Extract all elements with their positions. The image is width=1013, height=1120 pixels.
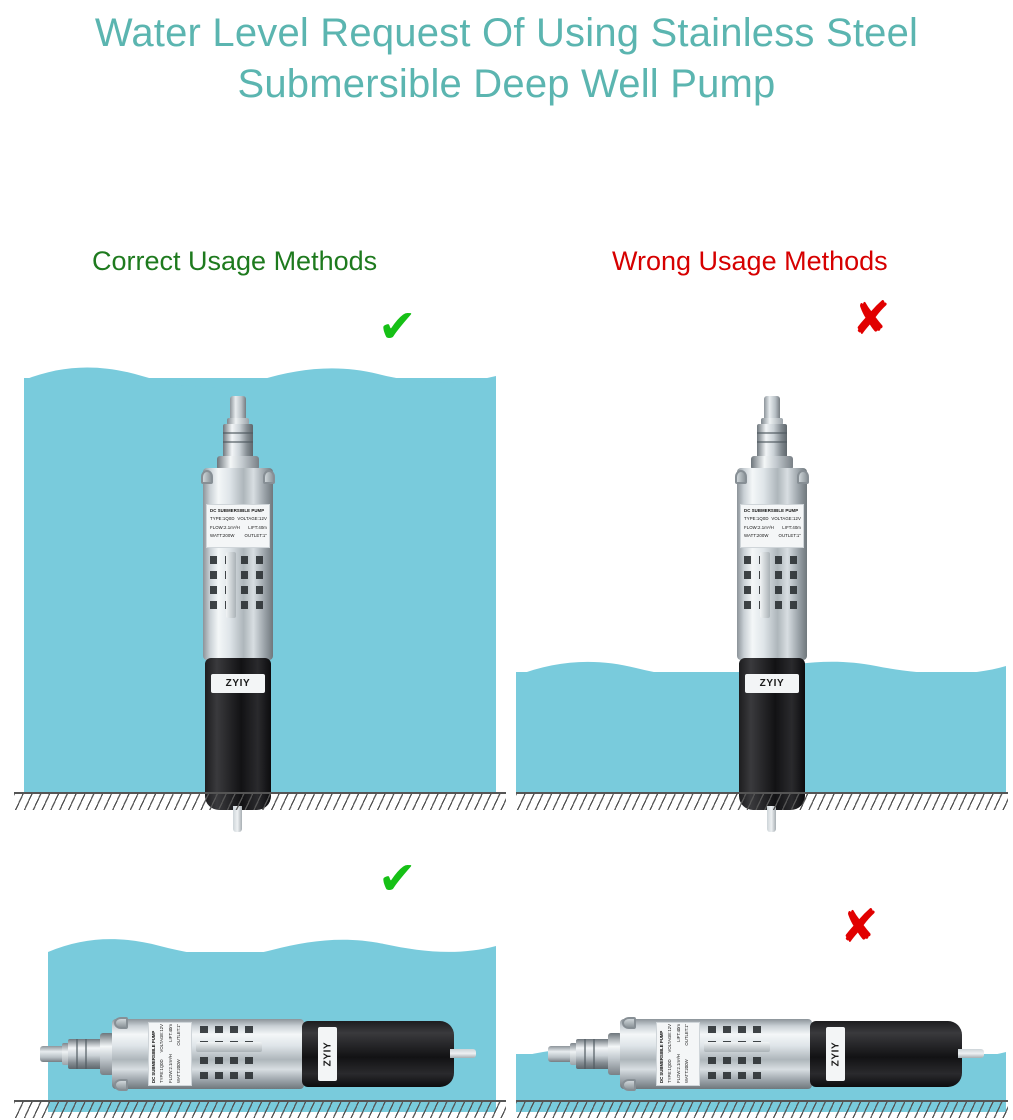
pump-spec-lift: LIFT:40m <box>167 1024 173 1042</box>
pump-spec-watt: WATT:200W <box>176 1059 182 1083</box>
pump-shaft-highlight <box>196 1042 262 1052</box>
pump-brand-label: ZYIY <box>826 1027 845 1081</box>
pump-ear-left <box>735 470 747 484</box>
pump-lifting-ears <box>199 470 277 486</box>
cross-icon-top-right: ✘ <box>852 291 891 345</box>
pump-ear-right <box>797 470 809 484</box>
pump-spec-title: DC SUBMERSIBLE PUMP <box>659 1030 664 1083</box>
pump-spec-title: DC SUBMERSIBLE PUMP <box>151 1030 156 1083</box>
pump-ear-right <box>622 1079 636 1091</box>
pump-spec-outlet: OUTLET:1" <box>778 533 801 539</box>
pump-spec-lift: LIFT:40m <box>675 1024 681 1042</box>
water-surface-bottom-left <box>48 932 496 966</box>
pump-spec-flow: FLOW:2.1m³/H <box>167 1054 173 1083</box>
pump-lifting-ears <box>733 470 811 486</box>
pump-ear-left <box>622 1017 636 1029</box>
water-surface-top-left <box>24 362 496 394</box>
pump-spec-flow: FLOW:2.1m³/H <box>744 524 775 530</box>
pump-neck <box>68 1039 102 1069</box>
pump-spec-type: TYPE:1Q0D <box>667 1059 673 1083</box>
pump-spec-title: DC SUBMERSIBLE PUMP <box>744 508 799 513</box>
page-title-line-1: Water Level Request Of Using Stainless Steel <box>94 11 919 55</box>
pump-intake-slots <box>708 1024 766 1084</box>
pump-brand-label: ZYIY <box>211 674 265 693</box>
pump-spec-voltage: VOLTAGE:12V <box>667 1024 673 1053</box>
correct-usage-heading: Correct Usage Methods <box>92 246 378 276</box>
pump-spec-flow: FLOW:2.1m³/H <box>675 1054 681 1083</box>
pump-spec-voltage: VOLTAGE:12V <box>771 516 801 522</box>
pump-neck <box>576 1039 610 1069</box>
wrong-usage-heading: Wrong Usage Methods <box>612 246 888 276</box>
pump-spec-label <box>740 504 804 548</box>
pump-spec-label <box>656 1022 700 1086</box>
pump-neck <box>757 424 787 458</box>
pump-ear-left <box>114 1017 128 1029</box>
pump-spec-voltage: VOLTAGE:12V <box>237 516 267 522</box>
pump-spec-outlet: OUTLET:1" <box>244 533 267 539</box>
ground-line-bottom-left <box>14 1100 506 1118</box>
pump-spec-outlet: OUTLET:1" <box>684 1024 690 1046</box>
pump-intake-slots <box>742 556 802 614</box>
pump-spec-label <box>206 504 270 548</box>
pump-spec-outlet: OUTLET:1" <box>176 1024 182 1046</box>
pump-shaft-highlight <box>226 552 236 618</box>
pump-bottom-tip <box>450 1049 476 1058</box>
page-title <box>0 8 1013 110</box>
pump-intake-slots <box>200 1024 258 1084</box>
ground-line-top-left <box>14 792 506 810</box>
pump-brand-label: ZYIY <box>318 1027 337 1081</box>
pump-spec-lift: LIFT:40m <box>248 524 267 530</box>
check-icon-bottom-left: ✔ <box>378 851 417 905</box>
pump-spec-voltage: VOLTAGE:12V <box>159 1024 165 1053</box>
pump-spec-watt: WATT:200W <box>684 1059 690 1083</box>
pump-spec-title: DC SUBMERSIBLE PUMP <box>210 508 265 513</box>
pump-neck <box>223 424 253 458</box>
pump-bottom-tip <box>958 1049 984 1058</box>
pump-shaft-highlight <box>704 1042 770 1052</box>
pump-ear-left <box>201 470 213 484</box>
ground-line-bottom-right <box>516 1100 1008 1118</box>
pump-ear-right <box>263 470 275 484</box>
cross-icon-bottom-right: ✘ <box>840 899 879 953</box>
pump-spec-flow: FLOW:2.1m³/H <box>210 524 241 530</box>
pump-spec-type: TYPE:1Q0D <box>210 516 235 522</box>
pump-spec-type: TYPE:1Q0D <box>744 516 769 522</box>
pump-spec-watt: WATT:200W <box>744 533 769 539</box>
pump-intake-slots <box>208 556 268 614</box>
pump-spec-lift: LIFT:40m <box>782 524 801 530</box>
pump-spec-type: TYPE:1Q0D <box>159 1059 165 1083</box>
pump-spec-label <box>148 1022 192 1086</box>
pump-spec-watt: WATT:200W <box>210 533 235 539</box>
check-icon-top-left: ✔ <box>378 299 417 353</box>
pump-ear-right <box>114 1079 128 1091</box>
page-title-line-2: Submersible Deep Well Pump <box>237 62 776 107</box>
ground-line-top-right <box>516 792 1008 810</box>
pump-lifting-ears <box>114 1015 130 1093</box>
pump-brand-label: ZYIY <box>745 674 799 693</box>
pump-shaft-highlight <box>760 552 770 618</box>
pump-lifting-ears <box>622 1015 638 1093</box>
